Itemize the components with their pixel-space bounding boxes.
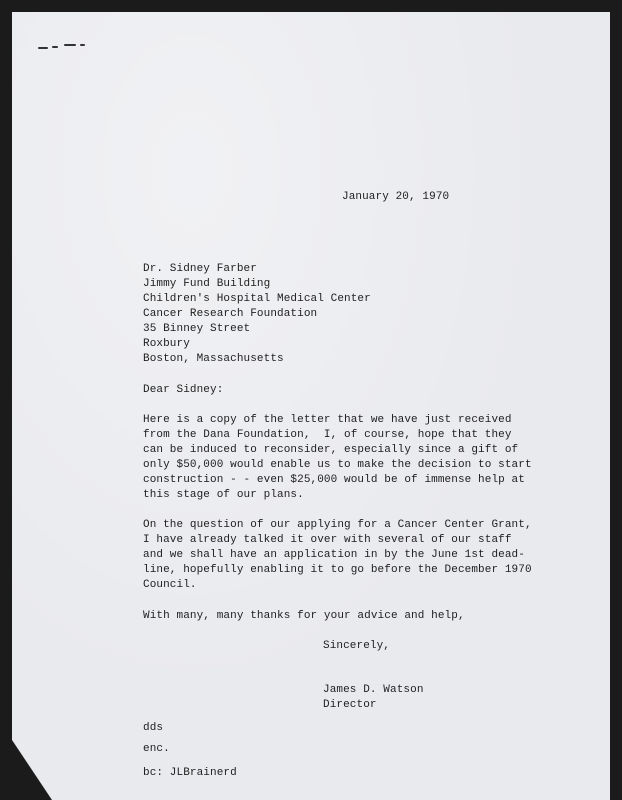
- closing: Sincerely,: [323, 640, 391, 652]
- address-line: Roxbury: [143, 338, 190, 350]
- address-line: Children's Hospital Medical Center: [143, 293, 371, 305]
- body-line: With many, many thanks for your advice and help,: [143, 610, 465, 622]
- body-line: On the question of our applying for a Cancer Center Grant,: [143, 519, 532, 531]
- body-line: can be induced to reconsider, especially since a gift of: [143, 444, 519, 456]
- address-line: Boston, Massachusetts: [143, 353, 284, 365]
- body-line: and we shall have an application in by the June 1st dead-: [143, 549, 525, 561]
- letter-page: [12, 12, 610, 800]
- address-line: 35 Binney Street: [143, 323, 251, 335]
- body-line: from the Dana Foundation, I, of course, hope that they: [143, 429, 512, 441]
- body-line: line, hopefully enabling it to go before the December 1970: [143, 564, 532, 576]
- body-line: Council.: [143, 579, 197, 591]
- body-line: construction - - even $25,000 would be of immense help at: [143, 474, 525, 486]
- signer-title: Director: [323, 699, 377, 711]
- body-line: I have already talked it over with several of our staff: [143, 534, 512, 546]
- salutation: Dear Sidney:: [143, 384, 224, 396]
- body-line: only $50,000 would enable us to make the decision to start: [143, 459, 532, 471]
- letter-date: January 20, 1970: [342, 191, 450, 203]
- torn-corner: [12, 740, 52, 800]
- typist-initials: dds: [143, 722, 164, 734]
- address-line: Cancer Research Foundation: [143, 308, 318, 320]
- body-line: Here is a copy of the letter that we have just received: [143, 414, 512, 426]
- bcc-note: bc: JLBrainerd: [143, 767, 237, 779]
- pencil-mark: [38, 44, 88, 50]
- signer-name: James D. Watson: [323, 684, 424, 696]
- address-line: Jimmy Fund Building: [143, 278, 271, 290]
- body-line: this stage of our plans.: [143, 489, 304, 501]
- address-line: Dr. Sidney Farber: [143, 263, 257, 275]
- enclosure-note: enc.: [143, 743, 170, 755]
